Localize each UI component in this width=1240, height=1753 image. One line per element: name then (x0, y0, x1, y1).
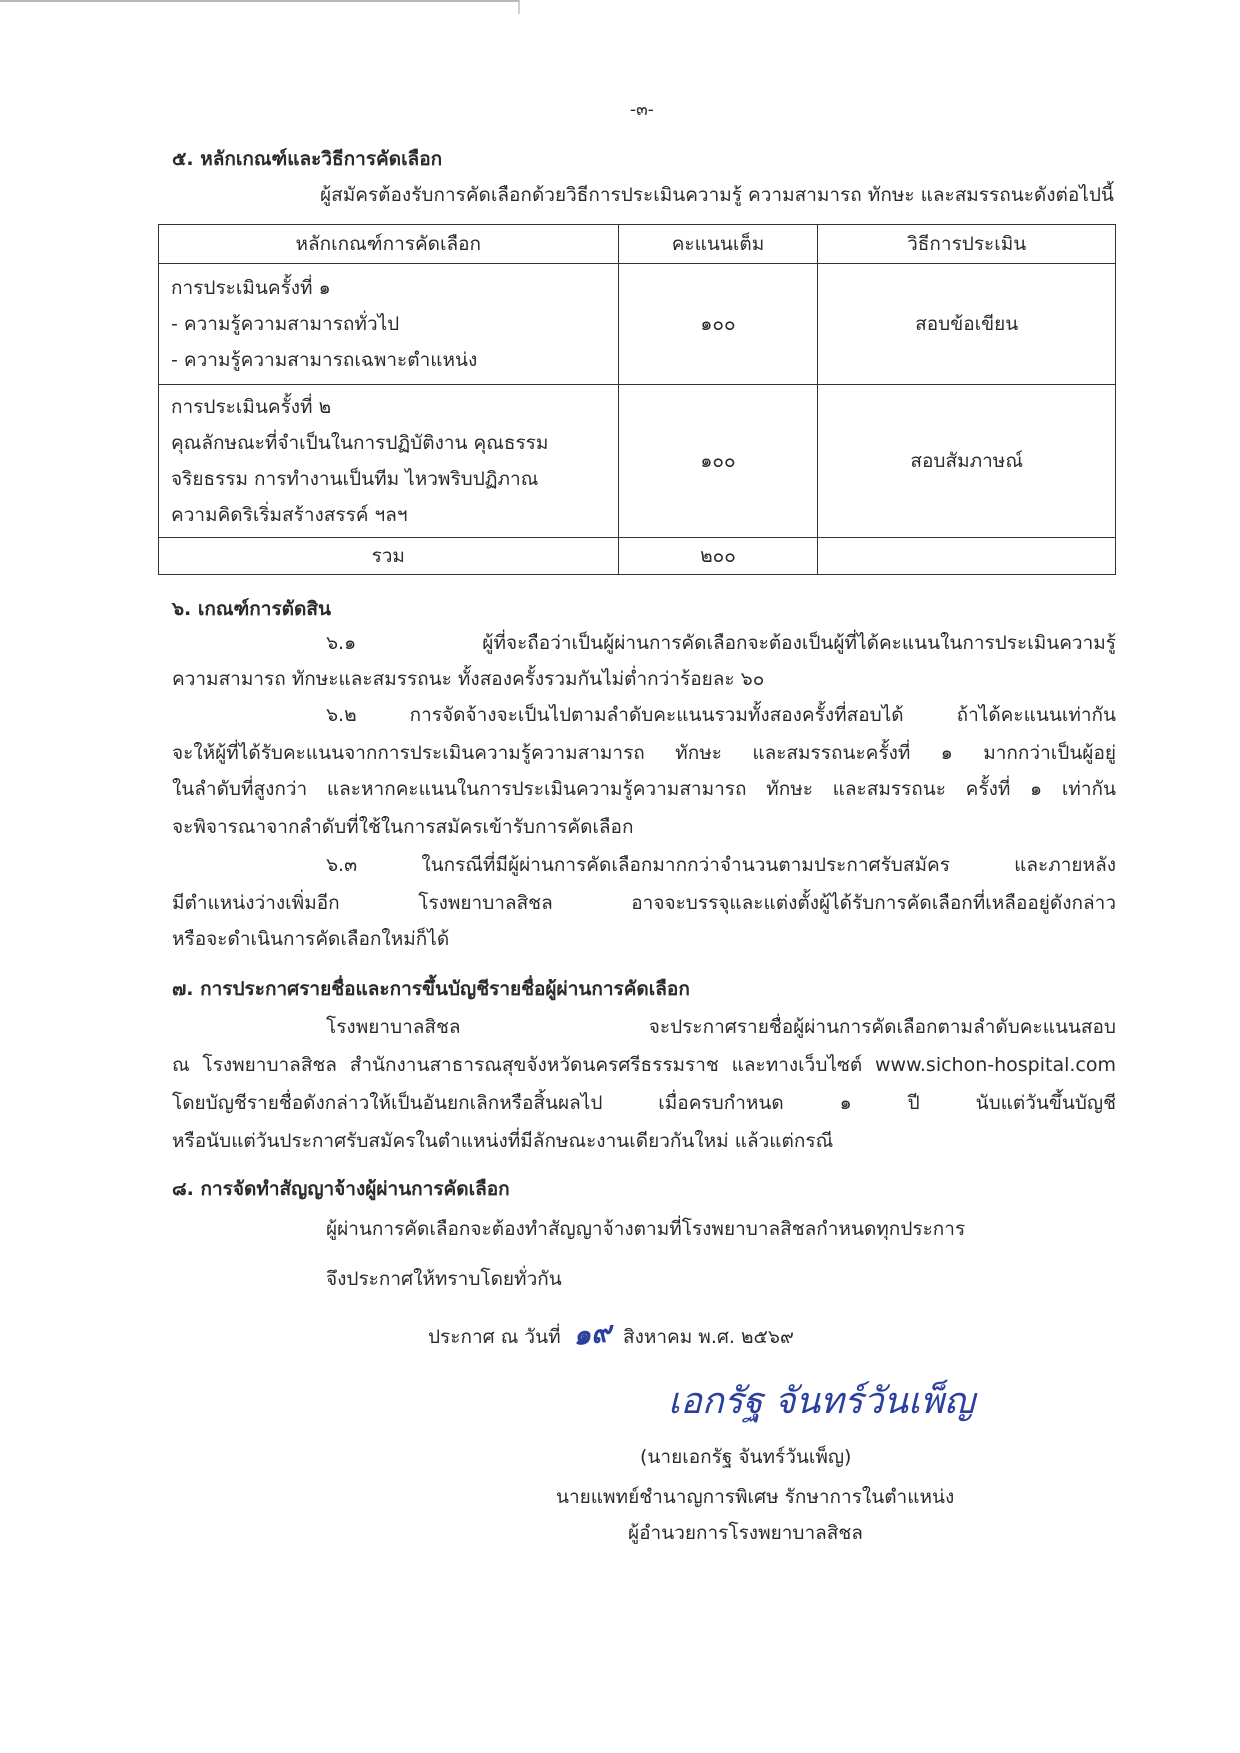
criteria-table (158, 224, 1116, 575)
scan-edge (0, 0, 520, 14)
header-method: วิธีการประเมิน (818, 225, 1116, 264)
total-score: ๒๐๐ (618, 538, 818, 575)
section6-p2-line: ในลำดับที่สูงกว่า และหากคะแนนในการประเมินความรู้ความสามารถ ทักษะ และสมรรถนะ ครั้งที่ ๑ เท่ากัน (172, 778, 1116, 800)
header-score: คะแนนเต็ม (618, 225, 818, 264)
section6-p3-line: ๖.๓ ในกรณีที่มีผู้ผ่านการคัดเลือกมากกว่าจำนวนตามประกาศรับสมัคร และภายหลัง (326, 854, 1116, 876)
total-method (818, 538, 1116, 575)
announce-date (428, 1312, 794, 1356)
section8-line: ผู้ผ่านการคัดเลือกจะต้องทำสัญญาจ้างตามที่โรงพยาบาลสิชลกำหนดทุกประการ (326, 1218, 966, 1240)
criteria-line: การประเมินครั้งที่ ๑ (171, 277, 331, 299)
section8-heading: ๘. การจัดทำสัญญาจ้างผู้ผ่านการคัดเลือก (172, 1178, 510, 1200)
section6-p1-line: ความสามารถ ทักษะและสมรรถนะ ทั้งสองครั้งรวมกันไม่ต่ำกว่าร้อยละ ๖๐ (172, 668, 765, 690)
announce-prefix: ประกาศ ณ วันที่ (428, 1326, 561, 1348)
table-row (159, 385, 1116, 538)
signer-position: ผู้อำนวยการโรงพยาบาลสิชล (628, 1522, 863, 1544)
announce-suffix: สิงหาคม พ.ศ. ๒๕๖๙ (622, 1326, 794, 1348)
score-cell: ๑๐๐ (618, 385, 818, 538)
criteria-cell (159, 264, 619, 385)
total-label: รวม (159, 538, 619, 575)
section6-p3-line: มีตำแหน่งว่างเพิ่มอีก โรงพยาบาลสิชล อาจจะบรรจุและแต่งตั้งผู้ได้รับการคัดเลือกที่เหลืออยู่ดังกล่าว (172, 892, 1116, 914)
closing-line: จึงประกาศให้ทราบโดยทั่วกัน (326, 1268, 562, 1290)
section7-line: ณ โรงพยาบาลสิชล สำนักงานสาธารณสุขจังหวัดนครศรีธรรมราช และทางเว็บไซต์ www.sichon-hospital.com (172, 1054, 1116, 1076)
method-cell: สอบสัมภาษณ์ (818, 385, 1116, 538)
section6-p2-line: ๖.๒ การจัดจ้างจะเป็นไปตามลำดับคะแนนรวมทั้งสองครั้งที่สอบได้ ถ้าได้คะแนนเท่ากัน (326, 704, 1116, 726)
section6-p3-line: หรือจะดำเนินการคัดเลือกใหม่ก็ได้ (172, 928, 450, 950)
page-number: -๓- (630, 100, 654, 120)
section5-heading: ๕. หลักเกณฑ์และวิธีการคัดเลือก (172, 148, 443, 170)
table-header-row (159, 225, 1116, 264)
score-cell: ๑๐๐ (618, 264, 818, 385)
table-total-row (159, 538, 1116, 575)
table-row (159, 264, 1116, 385)
criteria-line: จริยธรรม การทำงานเป็นทีม ไหวพริบปฏิภาณ (171, 468, 539, 490)
section6-p2-line: จะพิจารณาจากลำดับที่ใช้ในการสมัครเข้ารับการคัดเลือก (172, 816, 634, 838)
header-criteria: หลักเกณฑ์การคัดเลือก (159, 225, 619, 264)
announce-day: ๑๙ (570, 1315, 613, 1352)
criteria-cell (159, 385, 619, 538)
method-cell: สอบข้อเขียน (818, 264, 1116, 385)
criteria-line: - ความรู้ความสามารถเฉพาะตำแหน่ง (171, 349, 478, 371)
section6-p1-line: ๖.๑ ผู้ที่จะถือว่าเป็นผู้ผ่านการคัดเลือกจะต้องเป็นผู้ที่ได้คะแนนในการประเมินความรู้ (326, 632, 1116, 654)
signer-name: (นายเอกรัฐ จันทร์วันเพ็ญ) (640, 1446, 852, 1468)
section7-line: โดยบัญชีรายชื่อดังกล่าวให้เป็นอันยกเลิกหรือสิ้นผลไป เมื่อครบกำหนด ๑ ปี นับแต่วันขึ้นบัญชี (172, 1092, 1116, 1114)
section6-heading: ๖. เกณฑ์การตัดสิน (172, 598, 331, 620)
section7-heading: ๗. การประกาศรายชื่อและการขึ้นบัญชีรายชื่อผู้ผ่านการคัดเลือก (172, 978, 690, 1000)
criteria-line: คุณลักษณะที่จำเป็นในการปฏิบัติงาน คุณธรรม (171, 432, 549, 454)
criteria-line: - ความรู้ความสามารถทั่วไป (171, 313, 400, 335)
section5-intro: ผู้สมัครต้องรับการคัดเลือกด้วยวิธีการประเมินความรู้ ความสามารถ ทักษะ และสมรรถนะดังต่อไปนี้ (320, 184, 1114, 206)
criteria-line: ความคิดริเริ่มสร้างสรรค์ ฯลฯ (171, 504, 408, 526)
section6-p2-line: จะให้ผู้ที่ได้รับคะแนนจากการประเมินความรู้ความสามารถ ทักษะ และสมรรถนะครั้งที่ ๑ มากกว่าเป็นผู้อยู่ (172, 742, 1116, 764)
criteria-line: การประเมินครั้งที่ ๒ (171, 396, 332, 418)
handwritten-signature: เอกรัฐ จันทร์วันเพ็ญ (668, 1381, 975, 1422)
signer-position: นายแพทย์ชำนาญการพิเศษ รักษาการในตำแหน่ง (556, 1486, 955, 1508)
section7-line: โรงพยาบาลสิชล จะประกาศรายชื่อผู้ผ่านการคัดเลือกตามลำดับคะแนนสอบ (326, 1016, 1116, 1038)
section7-line: หรือนับแต่วันประกาศรับสมัครในตำแหน่งที่มีลักษณะงานเดียวกันใหม่ แล้วแต่กรณี (172, 1130, 834, 1152)
